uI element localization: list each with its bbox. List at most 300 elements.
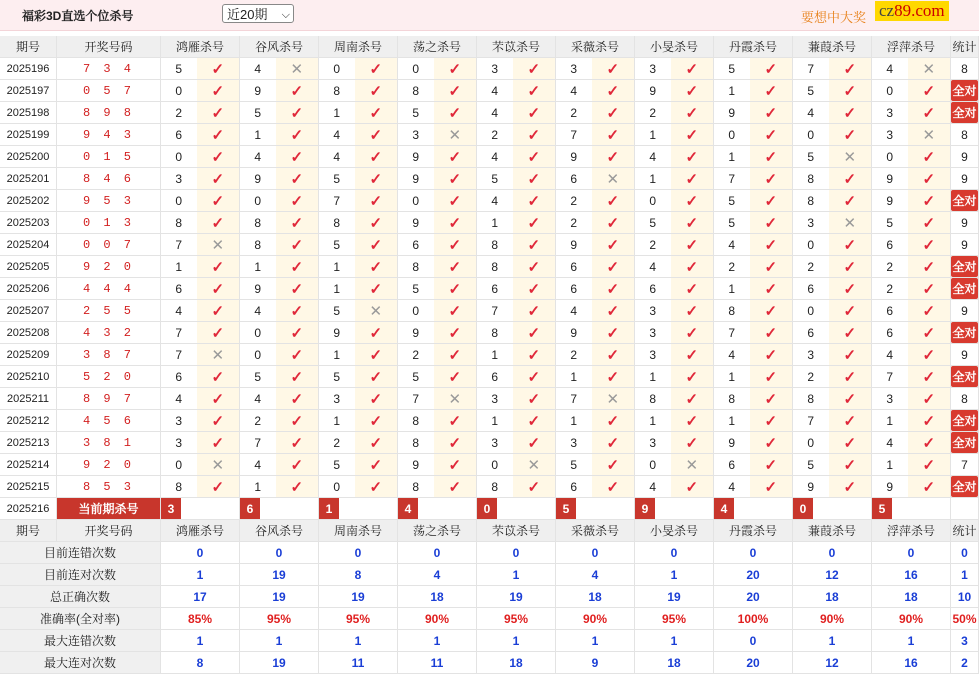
stat-value	[398, 586, 477, 608]
check-icon: ✓	[355, 454, 397, 475]
check-icon: ✓	[434, 212, 476, 233]
check-icon: ✓	[355, 102, 397, 123]
kill-cell	[398, 388, 477, 410]
check-icon: ✓	[829, 190, 871, 211]
kill-cell	[240, 432, 319, 454]
bottom-expert-header: 谷风杀号	[240, 520, 319, 542]
kill-cell	[714, 80, 793, 102]
check-icon: ✓	[671, 256, 713, 277]
current-kill-cell	[635, 498, 714, 520]
check-icon: ✓	[355, 388, 397, 409]
current-kill-cell	[161, 498, 240, 520]
kill-number: 5	[333, 171, 341, 186]
kill-number: 4	[333, 127, 341, 142]
check-icon: ✓	[276, 278, 318, 299]
kill-cell	[240, 168, 319, 190]
stat-number: 95%	[503, 611, 529, 626]
kill-cell	[635, 102, 714, 124]
check-icon: ✓	[671, 278, 713, 299]
kill-number: 3	[175, 171, 183, 186]
stat-label: 最大连对次数	[0, 652, 161, 674]
current-kill-cell	[872, 498, 951, 520]
check-icon: ✓	[513, 102, 555, 123]
count-cell	[951, 410, 979, 432]
check-icon: ✓	[592, 344, 634, 365]
kill-cell	[398, 58, 477, 80]
kill-number: 3	[175, 413, 183, 428]
kill-cell	[556, 344, 635, 366]
top-expert-header: 周南杀号	[319, 36, 398, 58]
kill-cell	[714, 168, 793, 190]
check-icon: ✓	[276, 146, 318, 167]
check-icon: ✓	[355, 410, 397, 431]
check-icon: ✓	[671, 124, 713, 145]
kill-cell	[714, 278, 793, 300]
kill-cell	[398, 410, 477, 432]
kill-number: 3	[649, 435, 657, 450]
kill-number: 9	[412, 325, 420, 340]
stat-number: 1	[828, 633, 836, 648]
check-icon: ✓	[750, 212, 792, 233]
kill-cell	[872, 344, 951, 366]
kill-number: 8	[491, 259, 499, 274]
kill-cell	[556, 432, 635, 454]
draw-numbers: 9 4 3	[57, 124, 161, 146]
kill-number: 8	[807, 391, 815, 406]
check-icon: ✓	[276, 80, 318, 101]
stat-value	[556, 630, 635, 652]
check-icon: ✓	[276, 212, 318, 233]
bottom-expert-header: 丹霞杀号	[714, 520, 793, 542]
kill-number: 1	[570, 413, 578, 428]
check-icon: ✓	[750, 300, 792, 321]
stat-number: 1	[512, 633, 520, 648]
check-icon: ✓	[513, 410, 555, 431]
stat-value	[161, 586, 240, 608]
kill-cell	[319, 322, 398, 344]
check-icon: ✓	[434, 278, 476, 299]
count-value: 9	[961, 347, 968, 362]
cross-icon: ✕	[671, 454, 713, 475]
kill-number: 8	[728, 391, 736, 406]
check-icon: ✓	[908, 146, 950, 167]
check-icon: ✓	[908, 190, 950, 211]
kill-cell	[240, 58, 319, 80]
check-icon: ✓	[434, 476, 476, 497]
stat-value	[714, 608, 793, 630]
kill-cell	[793, 476, 872, 498]
check-icon: ✓	[434, 344, 476, 365]
kill-number: 0	[886, 149, 894, 164]
draw-numbers: 5 2 0	[57, 366, 161, 388]
check-icon: ✓	[592, 476, 634, 497]
kill-number: 1	[728, 83, 736, 98]
current-kill-cell	[477, 498, 556, 520]
check-icon: ✓	[908, 256, 950, 277]
kill-cell	[556, 256, 635, 278]
kill-number: 0	[412, 61, 420, 76]
check-icon: ✓	[750, 80, 792, 101]
stat-value	[398, 542, 477, 564]
stat-value	[477, 542, 556, 564]
all-correct-badge: 全对	[951, 322, 977, 343]
check-icon: ✓	[829, 476, 871, 497]
kill-cell	[635, 454, 714, 476]
kill-number: 9	[570, 325, 578, 340]
stat-number: 0	[749, 633, 757, 648]
issue-cell: 2025204	[0, 234, 57, 256]
check-icon: ✓	[671, 366, 713, 387]
stat-number: 1	[354, 633, 362, 648]
stat-number: 0	[512, 545, 520, 560]
stat-value	[240, 564, 319, 586]
kill-number: 0	[807, 237, 815, 252]
count-cell	[951, 300, 979, 322]
bottom-expert-header: 小旻杀号	[635, 520, 714, 542]
check-icon: ✓	[513, 278, 555, 299]
stat-label: 目前连错次数	[0, 542, 161, 564]
stat-value	[872, 586, 951, 608]
kill-number: 0	[649, 457, 657, 472]
kill-cell	[556, 410, 635, 432]
kill-cell	[635, 80, 714, 102]
kill-cell	[872, 146, 951, 168]
count-cell	[951, 432, 979, 454]
count-cell	[951, 256, 979, 278]
kill-number: 5	[807, 149, 815, 164]
kill-number: 3	[175, 435, 183, 450]
stat-number: 0	[749, 545, 757, 560]
check-icon: ✓	[276, 234, 318, 255]
top-expert-header: 鸿雁杀号	[161, 36, 240, 58]
check-icon: ✓	[750, 432, 792, 453]
check-icon: ✓	[513, 58, 555, 79]
stat-value	[793, 608, 872, 630]
kill-cell	[714, 212, 793, 234]
check-icon: ✓	[671, 190, 713, 211]
current-kill-number: 3	[161, 498, 181, 519]
check-icon: ✓	[829, 366, 871, 387]
kill-number: 0	[886, 83, 894, 98]
kill-cell	[319, 124, 398, 146]
top-expert-header: 浮萍杀号	[872, 36, 951, 58]
kill-number: 8	[333, 83, 341, 98]
kill-number: 2	[886, 281, 894, 296]
check-icon: ✓	[908, 344, 950, 365]
check-icon: ✓	[197, 256, 239, 277]
kill-number: 6	[886, 303, 894, 318]
kill-number: 3	[649, 61, 657, 76]
check-icon: ✓	[197, 190, 239, 211]
kill-cell	[872, 410, 951, 432]
stat-number: 20	[746, 567, 760, 582]
period-select[interactable]	[222, 4, 294, 23]
kill-number: 6	[570, 281, 578, 296]
count-cell	[951, 476, 979, 498]
kill-number: 8	[333, 215, 341, 230]
kill-cell	[872, 388, 951, 410]
kill-cell	[556, 146, 635, 168]
all-correct-badge: 全对	[951, 366, 977, 387]
kill-number: 4	[886, 435, 894, 450]
check-icon: ✓	[513, 344, 555, 365]
kill-number: 3	[649, 325, 657, 340]
kill-cell	[556, 476, 635, 498]
stat-number: 19	[667, 589, 681, 604]
kill-number: 5	[412, 281, 420, 296]
kill-number: 7	[175, 237, 183, 252]
cross-icon: ✕	[276, 58, 318, 79]
check-icon: ✓	[908, 278, 950, 299]
check-icon: ✓	[671, 234, 713, 255]
stat-value	[793, 542, 872, 564]
cross-icon: ✕	[908, 58, 950, 79]
kill-number: 5	[649, 215, 657, 230]
stat-label: 准确率(全对率)	[0, 608, 161, 630]
stat-value	[477, 608, 556, 630]
kill-cell	[556, 300, 635, 322]
all-correct-badge: 全对	[951, 80, 977, 101]
check-icon: ✓	[197, 212, 239, 233]
issue-cell: 2025206	[0, 278, 57, 300]
kill-cell	[793, 212, 872, 234]
draw-numbers: 8 9 8	[57, 102, 161, 124]
cross-icon: ✕	[197, 344, 239, 365]
check-icon: ✓	[592, 454, 634, 475]
kill-cell	[240, 278, 319, 300]
kill-number: 5	[570, 457, 578, 472]
kill-cell	[714, 190, 793, 212]
kill-number: 0	[728, 127, 736, 142]
kill-cell	[319, 278, 398, 300]
kill-cell	[398, 168, 477, 190]
stat-number: 100%	[737, 611, 769, 626]
stat-value	[635, 564, 714, 586]
current-kill-cell	[240, 498, 319, 520]
slogan-link[interactable]: 要想中大奖	[801, 10, 867, 25]
kill-cell	[556, 322, 635, 344]
kill-number: 1	[491, 413, 499, 428]
kill-cell	[556, 278, 635, 300]
kill-number: 5	[728, 61, 736, 76]
stat-number: 11	[430, 655, 444, 670]
check-icon: ✓	[513, 168, 555, 189]
check-icon: ✓	[355, 190, 397, 211]
kill-cell	[556, 58, 635, 80]
stat-value	[398, 652, 477, 674]
check-icon: ✓	[829, 234, 871, 255]
kill-cell	[319, 168, 398, 190]
check-icon: ✓	[829, 124, 871, 145]
stat-number: 17	[193, 589, 207, 604]
kill-number: 4	[886, 61, 894, 76]
kill-number: 6	[491, 281, 499, 296]
kill-cell	[793, 344, 872, 366]
kill-cell	[477, 454, 556, 476]
check-icon: ✓	[434, 366, 476, 387]
kill-cell	[556, 102, 635, 124]
kill-cell	[714, 432, 793, 454]
check-icon: ✓	[908, 102, 950, 123]
issue-cell: 2025211	[0, 388, 57, 410]
check-icon: ✓	[671, 432, 713, 453]
kill-number: 7	[807, 61, 815, 76]
kill-cell	[161, 476, 240, 498]
stat-total	[951, 608, 979, 630]
check-icon: ✓	[592, 58, 634, 79]
kill-cell	[161, 300, 240, 322]
kill-number: 6	[728, 457, 736, 472]
kill-cell	[872, 432, 951, 454]
kill-cell	[161, 168, 240, 190]
kill-number: 5	[333, 369, 341, 384]
stat-number: 18	[667, 655, 681, 670]
check-icon: ✓	[750, 102, 792, 123]
cross-icon: ✕	[829, 146, 871, 167]
draw-numbers: 9 2 0	[57, 454, 161, 476]
kill-number: 3	[412, 127, 420, 142]
bottom-expert-header: 浮萍杀号	[872, 520, 951, 542]
kill-number: 7	[254, 435, 262, 450]
kill-cell	[398, 146, 477, 168]
kill-cell	[319, 190, 398, 212]
stat-number: 18	[904, 589, 918, 604]
kill-number: 2	[649, 237, 657, 252]
check-icon: ✓	[276, 410, 318, 431]
kill-cell	[793, 102, 872, 124]
stat-number: 0	[433, 545, 441, 560]
count-cell	[951, 212, 979, 234]
page-title: 福彩3D直选个位杀号	[22, 9, 134, 23]
check-icon: ✓	[513, 432, 555, 453]
bottom-issue-header: 期号	[0, 520, 57, 542]
kill-number: 6	[491, 369, 499, 384]
kill-number: 2	[649, 105, 657, 120]
issue-cell: 2025200	[0, 146, 57, 168]
check-icon: ✓	[829, 322, 871, 343]
stat-number: 12	[825, 567, 839, 582]
stat-total-number: 3	[961, 633, 968, 648]
site-logo[interactable]: cz89.com	[875, 1, 949, 21]
kill-cell	[635, 300, 714, 322]
check-icon: ✓	[592, 146, 634, 167]
kill-cell	[319, 102, 398, 124]
kill-cell	[477, 146, 556, 168]
stat-value	[240, 608, 319, 630]
kill-number: 7	[491, 303, 499, 318]
check-icon: ✓	[750, 278, 792, 299]
kill-cell	[398, 454, 477, 476]
count-cell	[951, 190, 979, 212]
draw-numbers: 0 0 7	[57, 234, 161, 256]
kill-number: 0	[333, 61, 341, 76]
count-cell	[951, 58, 979, 80]
issue-cell: 2025203	[0, 212, 57, 234]
kill-number: 3	[333, 391, 341, 406]
check-icon: ✓	[908, 234, 950, 255]
kill-number: 4	[491, 193, 499, 208]
issue-cell: 2025198	[0, 102, 57, 124]
kill-cell	[319, 388, 398, 410]
check-icon: ✓	[592, 80, 634, 101]
kill-number: 5	[728, 215, 736, 230]
check-icon: ✓	[276, 432, 318, 453]
check-icon: ✓	[355, 322, 397, 343]
kill-number: 2	[728, 259, 736, 274]
check-icon: ✓	[276, 344, 318, 365]
kill-number: 8	[649, 391, 657, 406]
bottom-draw-header: 开奖号码	[57, 520, 161, 542]
cross-icon: ✕	[434, 388, 476, 409]
stat-value	[319, 586, 398, 608]
stat-number: 90%	[424, 611, 450, 626]
cross-icon: ✕	[197, 234, 239, 255]
kill-number: 7	[570, 127, 578, 142]
check-icon: ✓	[197, 366, 239, 387]
kill-number: 1	[333, 413, 341, 428]
kill-number: 8	[491, 325, 499, 340]
kill-cell	[793, 322, 872, 344]
check-icon: ✓	[592, 212, 634, 233]
kill-number: 9	[728, 105, 736, 120]
issue-cell: 2025197	[0, 80, 57, 102]
top-bar	[0, 0, 979, 31]
kill-number: 2	[570, 347, 578, 362]
kill-cell	[319, 256, 398, 278]
kill-number: 4	[491, 83, 499, 98]
kill-number: 4	[333, 149, 341, 164]
stat-number: 0	[828, 545, 836, 560]
kill-cell	[793, 80, 872, 102]
kill-number: 8	[491, 237, 499, 252]
kill-cell	[556, 366, 635, 388]
draw-numbers: 0 1 5	[57, 146, 161, 168]
kill-cell	[319, 212, 398, 234]
check-icon: ✓	[434, 410, 476, 431]
kill-number: 1	[649, 171, 657, 186]
stat-number: 19	[272, 567, 286, 582]
kill-cell	[635, 212, 714, 234]
kill-cell	[793, 168, 872, 190]
kill-cell	[319, 58, 398, 80]
kill-cell	[872, 300, 951, 322]
kill-cell	[319, 344, 398, 366]
kill-number: 8	[254, 215, 262, 230]
draw-numbers: 7 3 4	[57, 58, 161, 80]
stat-value	[714, 586, 793, 608]
check-icon: ✓	[513, 366, 555, 387]
current-count-cell	[951, 498, 979, 520]
kill-cell	[872, 58, 951, 80]
kill-cell	[793, 58, 872, 80]
draw-numbers: 3 8 1	[57, 432, 161, 454]
kill-cell	[714, 146, 793, 168]
check-icon: ✓	[908, 454, 950, 475]
stat-label: 最大连错次数	[0, 630, 161, 652]
kill-number: 0	[807, 303, 815, 318]
draw-numbers: 4 4 4	[57, 278, 161, 300]
kill-number: 3	[886, 127, 894, 142]
draw-numbers: 8 5 3	[57, 476, 161, 498]
check-icon: ✓	[592, 322, 634, 343]
kill-number: 4	[570, 83, 578, 98]
kill-number: 2	[333, 435, 341, 450]
check-icon: ✓	[750, 388, 792, 409]
stat-value	[635, 630, 714, 652]
check-icon: ✓	[750, 146, 792, 167]
stat-number: 95%	[266, 611, 292, 626]
stat-number: 18	[588, 589, 602, 604]
